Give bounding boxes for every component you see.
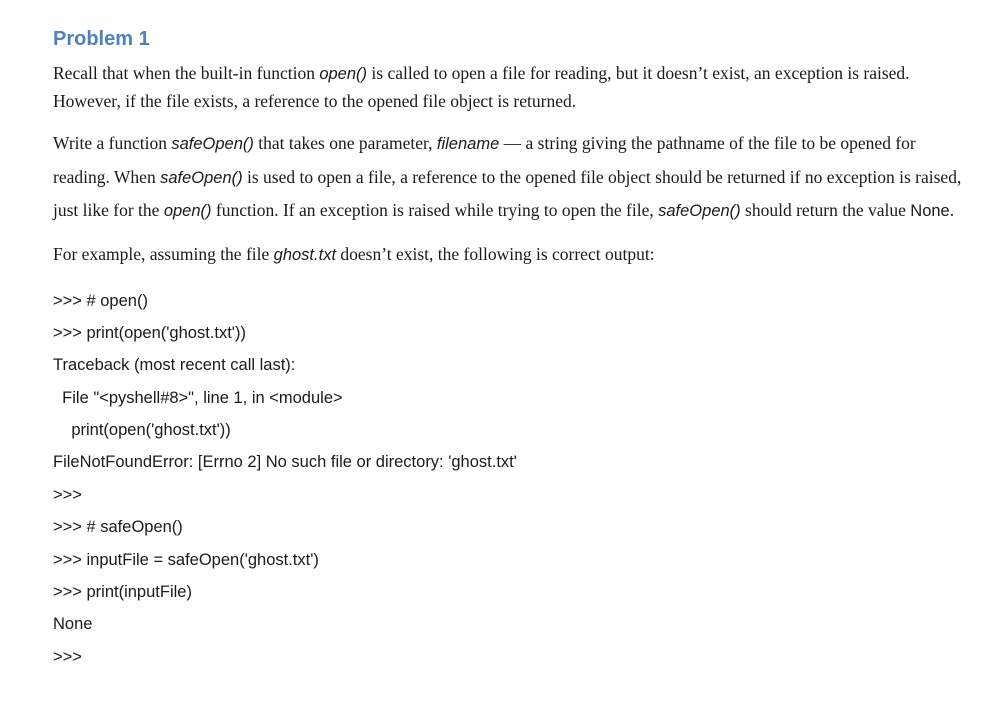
ghost-file-ref: ghost.txt: [273, 245, 337, 264]
task-paragraph: [53, 127, 973, 228]
example-text-2: doesn’t exist, the following is correct output:: [336, 243, 655, 264]
code-line: >>>: [53, 485, 82, 504]
code-line: Traceback (most recent call last):: [53, 356, 296, 375]
safeopen-function-ref: safeOpen(): [171, 135, 254, 153]
code-line: >>>: [53, 647, 82, 666]
task-text-3: — a string giving the pathname of the file to be opened for reading. When: [53, 133, 916, 187]
none-value-ref: None: [910, 202, 950, 220]
code-line: >>> print(open('ghost.txt')): [53, 323, 246, 342]
code-line: None: [53, 615, 93, 634]
open-function-ref: open(): [319, 65, 368, 83]
example-text-1: For example, assuming the file: [53, 243, 274, 264]
task-text-1: Write a function: [53, 133, 172, 153]
code-example: [53, 285, 973, 674]
intro-paragraph: [53, 60, 973, 115]
safeopen-function-ref: safeOpen(): [160, 168, 243, 187]
document-body: [53, 26, 973, 673]
safeopen-function-ref: safeOpen(): [658, 202, 741, 220]
code-line: print(open('ghost.txt')): [53, 421, 231, 440]
task-text-5: function. If an exception is raised while trying to open the file,: [211, 200, 659, 220]
code-line: >>> print(inputFile): [53, 583, 192, 602]
example-paragraph: [53, 238, 973, 271]
task-text-4: is used to open a file, a reference to the opened file object should be returned if no exception is raised, just like for the: [53, 166, 962, 220]
code-line: File "<pyshell#8>", line 1, in <module>: [53, 388, 343, 407]
code-line: >>> inputFile = safeOpen('ghost.txt'): [53, 550, 319, 569]
open-function-ref: open(): [163, 202, 212, 220]
task-text-6: should return the value: [740, 200, 911, 220]
problem-heading: Problem 1: [53, 28, 150, 50]
task-text-7: .: [949, 200, 955, 220]
intro-text-2: is called to open a file for reading, but it doesn’t exist, an exception is raised. However, if the file exists, a reference to the opened file object is returned.: [53, 63, 910, 111]
code-line: >>> # safeOpen(): [53, 518, 183, 537]
intro-text-1: Recall that when the built-in function: [53, 63, 320, 83]
code-line: >>> # open(): [53, 291, 148, 310]
task-text-2: that takes one parameter,: [253, 133, 437, 153]
filename-param-ref: filename: [436, 135, 500, 153]
code-line: FileNotFoundError: [Errno 2] No such file or directory: 'ghost.txt': [53, 453, 517, 472]
